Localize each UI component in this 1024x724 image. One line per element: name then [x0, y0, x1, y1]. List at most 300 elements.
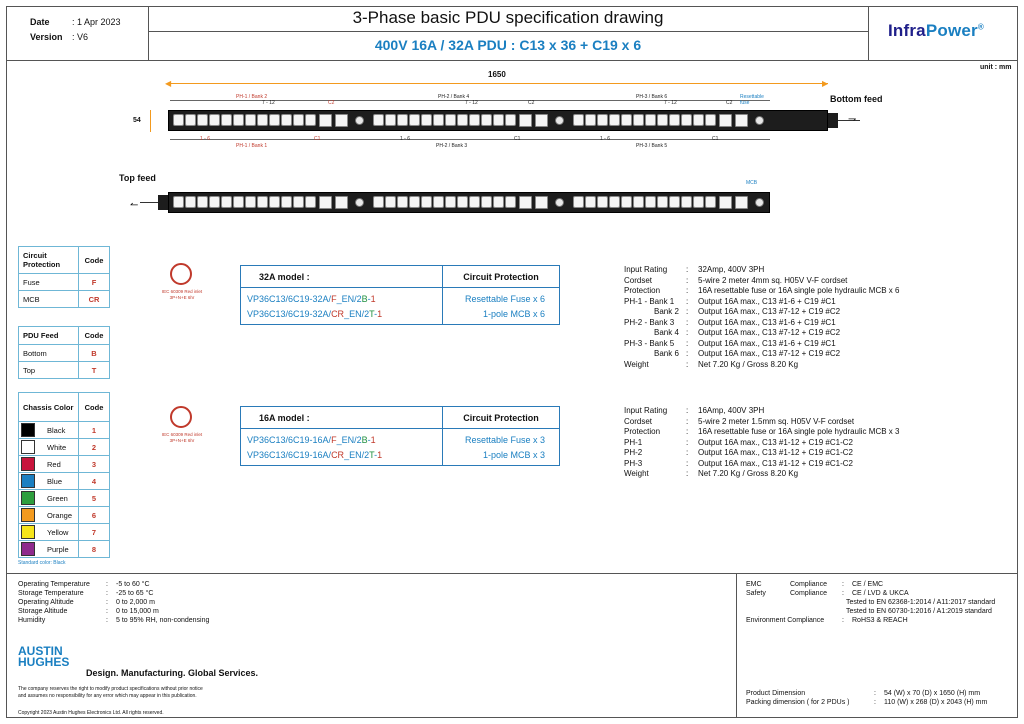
- spec-value: Output 16A max., C13 #1-6 + C19 #C1: [698, 338, 836, 348]
- bottom-feed-label: Bottom feed: [830, 94, 883, 104]
- c19-outlet: [519, 114, 532, 127]
- c1-label-2: C1: [514, 136, 521, 142]
- spec-value: Output 16A max., C13 #1-12 + C19 #C1-C2: [698, 448, 853, 457]
- color-swatch: [21, 440, 35, 454]
- feed-top: Top: [19, 362, 79, 378]
- model-16a-table: [240, 406, 560, 466]
- c13-outlet: [397, 196, 408, 208]
- pn-protection: CR: [331, 309, 345, 319]
- spec-value: Output 16A max., C13 #1-6 + C19 #C1: [698, 317, 836, 327]
- range-bottom-2: 1 - 6: [400, 136, 411, 142]
- c13-outlet: [221, 114, 232, 126]
- c13-outlet: [445, 196, 456, 208]
- spec-row: PH-2 : Output 16A max., C13 #1-12 + C19 #C1-C2: [624, 448, 853, 457]
- color-row: [19, 472, 109, 489]
- pn-mid: _EN/2: [344, 309, 370, 319]
- version-value: : V6: [72, 32, 89, 42]
- product-dim-value: 54 (W) x 70 (D) x 1650 (H) mm: [884, 690, 981, 697]
- color-row: [19, 540, 109, 557]
- c13-outlet: [621, 114, 632, 126]
- color-code: 8: [91, 544, 97, 554]
- c19-outlet: [535, 196, 548, 209]
- header-divider-right: [868, 6, 869, 60]
- env-key: Operating Altitude: [18, 599, 74, 606]
- protection-fuse-code: F: [91, 277, 97, 287]
- bank-bracket-bottom: [170, 139, 770, 140]
- model-protection: Resettable Fuse x 6: [464, 294, 545, 304]
- feed-bottom-code: B: [91, 348, 97, 358]
- c19-outlet: [719, 114, 732, 127]
- c13-outlet: [457, 114, 468, 126]
- pn-feed: T: [369, 450, 375, 460]
- mcb-label: MCB: [746, 180, 758, 186]
- env-key: Storage Temperature: [18, 590, 84, 597]
- spec-key: Cordset: [624, 275, 653, 285]
- color-row: [19, 421, 109, 438]
- packing-dim-value: 110 (W) x 268 (D) x 2043 (H) mm: [884, 699, 988, 706]
- pn-base: VP36C13/6C19-16A/: [247, 435, 332, 445]
- c13-outlet: [433, 196, 444, 208]
- color-swatch: [21, 491, 35, 505]
- disclaimer-line2: and assumes no responsibility for any error which may appear in this publication.: [18, 693, 197, 699]
- c13-outlet: [197, 196, 208, 208]
- c13-outlet: [373, 196, 384, 208]
- inlet-label-16a: [152, 432, 212, 444]
- dimension-block: Product Dimension : 54 (W) x 70 (D) x 1650 (H) mm Packing dimension ( for 2 PDUs ) : 110 (W) x 268 (D) x 2043 (H) mm: [746, 690, 988, 706]
- height-dimension-line: [150, 110, 151, 132]
- product-dim-label: Product Dimension: [746, 690, 806, 697]
- compliance-block: EMC Compliance : CE / EMC Safety Compliance : CE / LVD & UKCA Tested to EN 62368-1:2014 / A11:2017 standard Tested to EN 60730-1:2016 / A1:2019 standard Environment Compliance : RoHS3 & REACH: [746, 581, 996, 624]
- model-protection: 1-pole MCB x 3: [482, 450, 545, 460]
- c13-outlet: [421, 196, 432, 208]
- c19-outlet: [719, 196, 732, 209]
- c13-outlet: [705, 196, 716, 208]
- spec-row: PH-3 - Bank 5 : Output 16A max., C13 #1-6 + C19 #C1: [624, 338, 836, 348]
- spec-row: Protection : 16A resettable fuse or 16A single pole hydraulic MCB x 3: [624, 427, 900, 436]
- color-row: [19, 455, 109, 472]
- fuse-icon: [755, 198, 764, 207]
- pn-feed: T: [369, 309, 375, 319]
- protection-code-table: [18, 246, 110, 308]
- spec-16a: [624, 406, 899, 480]
- color-row: [19, 438, 109, 455]
- c13-outlet: [681, 114, 692, 126]
- tested-line2: Tested to EN 60730-1:2016 / A1:2019 standard: [846, 608, 992, 615]
- plug-icon: ⇁: [848, 114, 857, 125]
- c13-outlet: [221, 196, 232, 208]
- color-code: 5: [91, 493, 97, 503]
- c13-outlet: [573, 114, 584, 126]
- spec-value: 5-wire 2 meter 1.5mm sq. H05V V-F cordset: [698, 416, 855, 426]
- c13-outlet: [245, 114, 256, 126]
- c13-outlet: [669, 114, 680, 126]
- range-bottom-3: 1 - 6: [600, 136, 611, 142]
- protection-code-header: Code: [84, 255, 104, 265]
- spec-key: PH-2 - Bank 3: [624, 317, 675, 327]
- spec-key: PH-3: [624, 458, 643, 468]
- c13-outlet: [657, 196, 668, 208]
- bank-label-top-3: PH-3 / Bank 6: [636, 94, 668, 100]
- spec-row: Bank 2 : Output 16A max., C13 #7-12 + C19 #C2: [624, 307, 899, 318]
- c13-outlet: [633, 114, 644, 126]
- top-feed-label: Top feed: [119, 173, 156, 183]
- austin-hughes-logo: [18, 646, 69, 668]
- spec-row: Weight : Net 7.20 Kg / Gross 8.20 Kg: [624, 469, 799, 478]
- feed-top-code: T: [91, 365, 97, 375]
- color-code: 4: [91, 476, 97, 486]
- env-value: 5 to 95% RH, non-condensing: [116, 617, 210, 624]
- spec-value: Net 7.20 Kg / Gross 8.20 Kg: [698, 359, 799, 369]
- feed-code-header: Code: [84, 331, 104, 340]
- length-dimension-line: [168, 83, 828, 84]
- color-swatch: [21, 525, 35, 539]
- env-row: Humidity : 5 to 95% RH, non-condensing: [18, 617, 210, 624]
- color-name: Yellow: [47, 527, 69, 537]
- env-row: Operating Altitude : 0 to 2,000 m: [18, 599, 155, 606]
- spec-key: PH-3 - Bank 5: [624, 338, 675, 348]
- fuse-icon: [555, 116, 564, 125]
- c13-outlet: [293, 196, 304, 208]
- model-protection: Resettable Fuse x 3: [464, 435, 545, 445]
- c13-outlet: [505, 196, 516, 208]
- spec-key: PH-1: [624, 437, 643, 447]
- pn-dash: -: [367, 435, 371, 445]
- color-code: 2: [91, 442, 97, 452]
- c13-outlet: [669, 196, 680, 208]
- c2-label-2: C2: [528, 100, 535, 106]
- color-row: [19, 506, 109, 523]
- spec-row: PH-2 - Bank 3 : Output 16A max., C13 #1-6 + C19 #C1: [624, 317, 836, 327]
- title-divider: [148, 31, 868, 32]
- inlet-line1: IEC 60309 Red inlet: [161, 289, 203, 294]
- version-label: Version: [30, 32, 63, 42]
- brand-line2: HUGHES: [18, 655, 70, 669]
- height-value: 54: [133, 117, 141, 124]
- c13-outlet: [257, 114, 268, 126]
- spec-row: Input Rating : 32Amp, 400V 3PH: [624, 265, 765, 274]
- model-part-number: [247, 307, 442, 322]
- c13-outlet: [445, 114, 456, 126]
- pn-mid: _EN/2: [336, 294, 362, 304]
- spec-key: PH-2: [624, 448, 643, 457]
- c13-outlet: [621, 196, 632, 208]
- pn-protection: F: [331, 294, 337, 304]
- spec-value: Output 16A max., C13 #7-12 + C19 #C2: [698, 349, 841, 358]
- c13-outlet: [481, 196, 492, 208]
- disclaimer: [18, 686, 203, 700]
- iec-inlet-icon-32a: [170, 263, 192, 285]
- logo-left: Infra: [888, 21, 926, 40]
- cable-gland: [828, 113, 838, 128]
- spec-value: 32Amp, 400V 3PH: [698, 265, 765, 274]
- logo-right: Power: [925, 21, 978, 40]
- feed-bottom: Bottom: [19, 345, 79, 361]
- c13-outlet: [173, 196, 184, 208]
- spec-key: Cordset: [624, 416, 653, 426]
- safety-m: Compliance: [790, 590, 827, 597]
- fuse-icon: [355, 198, 364, 207]
- c13-outlet: [421, 114, 432, 126]
- pn-base: VP36C13/6C19-32A/: [247, 309, 332, 319]
- spec-row: Bank 4 : Output 16A max., C13 #7-12 + C19 #C2: [624, 328, 899, 339]
- model-protection-header: Circuit Protection: [463, 271, 539, 282]
- env-value: 0 to 15,000 m: [116, 608, 159, 615]
- model-32a-table: [240, 265, 560, 325]
- bank-label-bottom-2: PH-2 / Bank 3: [436, 143, 468, 149]
- protection-mcb: MCB: [19, 291, 79, 307]
- footer-vertical-divider: [736, 573, 737, 718]
- protection-mcb-code: CR: [88, 294, 100, 304]
- unit-label: unit : mm: [980, 64, 1012, 71]
- pn-color: 1: [370, 435, 376, 445]
- c13-outlet: [245, 196, 256, 208]
- pn-dash: -: [374, 450, 378, 460]
- spec-32a: [624, 265, 899, 370]
- power-cord-top: [140, 202, 160, 203]
- c13-outlet: [597, 114, 608, 126]
- c13-outlet: [173, 114, 184, 126]
- spec-key: Bank 6: [654, 349, 679, 358]
- fuse-icon: [555, 198, 564, 207]
- env-value: -5 to 60 °C: [116, 581, 150, 588]
- color-name: Purple: [47, 544, 69, 554]
- color-header: Chassis Color: [19, 393, 79, 421]
- c13-outlet: [433, 114, 444, 126]
- c19-outlet: [335, 114, 348, 127]
- c13-outlet: [705, 114, 716, 126]
- c13-outlet: [233, 114, 244, 126]
- c13-outlet: [633, 196, 644, 208]
- spec-value: Output 16A max., C13 #7-12 + C19 #C2: [698, 328, 841, 337]
- spec-key: Input Rating: [624, 406, 668, 415]
- spec-row: Cordset : 5-wire 2 meter 1.5mm sq. H05V V-F cordset: [624, 416, 855, 426]
- c13-outlet: [681, 196, 692, 208]
- c13-outlet: [209, 196, 220, 208]
- color-name: Red: [47, 459, 61, 469]
- spec-value: 5-wire 2 meter 4mm sq. H05V V-F cordset: [698, 275, 848, 285]
- pn-protection: CR: [331, 450, 345, 460]
- color-code: 3: [91, 459, 97, 469]
- c13-outlet: [609, 196, 620, 208]
- c13-outlet: [185, 196, 196, 208]
- c13-outlet: [657, 114, 668, 126]
- c13-outlet: [257, 196, 268, 208]
- inlet-label-32a: [152, 289, 212, 301]
- color-swatch: [21, 457, 35, 471]
- bank-label-bottom-3: PH-3 / Bank 5: [636, 143, 668, 149]
- pn-color: 1: [370, 294, 376, 304]
- c13-outlet: [469, 114, 480, 126]
- length-value: 1650: [488, 70, 506, 79]
- spec-value: 16A resettable fuse or 16A single pole hydraulic MCB x 3: [698, 427, 900, 436]
- pn-dash: -: [367, 294, 371, 304]
- pn-feed: B: [361, 435, 368, 445]
- c2-label-1: C2: [328, 100, 335, 106]
- disclaimer-line1: The company reserves the right to modify product specifications without prior notice: [18, 686, 203, 692]
- color-name: Blue: [47, 476, 63, 486]
- spec-row: Bank 6 : Output 16A max., C13 #7-12 + C19 #C2: [624, 349, 899, 360]
- color-row: [19, 489, 109, 506]
- emc-label: EMC: [746, 581, 762, 588]
- c13-outlet: [693, 196, 704, 208]
- c13-outlet: [585, 114, 596, 126]
- logo-mark: ®: [977, 22, 984, 32]
- model-name: 16A model :: [241, 407, 443, 428]
- packing-dim-label: Packing dimension ( for 2 PDUs ): [746, 699, 850, 706]
- emc-value: CE / EMC: [852, 581, 884, 588]
- c13-outlet: [505, 114, 516, 126]
- range-top-3: 7 - 12: [664, 100, 677, 106]
- env-key: Operating Temperature: [18, 581, 90, 588]
- c13-outlet: [409, 114, 420, 126]
- c13-outlet: [609, 114, 620, 126]
- brand-line1: AUSTIN: [18, 644, 63, 658]
- pn-color: 1: [377, 450, 383, 460]
- c19-outlet: [519, 196, 532, 209]
- model-part-number: [247, 448, 442, 463]
- pn-base: VP36C13/6C19-32A/: [247, 294, 332, 304]
- color-name: White: [47, 442, 67, 452]
- spec-value: Net 7.20 Kg / Gross 8.20 Kg: [698, 469, 799, 478]
- c13-outlet: [597, 196, 608, 208]
- page-title: 3-Phase basic PDU specification drawing: [352, 8, 664, 27]
- c2-label-3: C2: [726, 100, 733, 106]
- c13-outlet: [373, 114, 384, 126]
- spec-value: Output 16A max., C13 #1-12 + C19 #C1-C2: [698, 458, 853, 468]
- c13-outlet: [197, 114, 208, 126]
- color-name: Orange: [47, 510, 73, 520]
- env-row: Storage Altitude : 0 to 15,000 m: [18, 608, 159, 615]
- c19-outlet: [735, 114, 748, 127]
- date-label: Date: [30, 17, 50, 27]
- model-protection: 1-pole MCB x 6: [482, 309, 545, 319]
- spec-key: Weight: [624, 359, 649, 369]
- tagline: Design. Manufacturing. Global Services.: [86, 668, 259, 678]
- c13-outlet: [493, 114, 504, 126]
- c13-outlet: [585, 196, 596, 208]
- page-subtitle: 400V 16A / 32A PDU : C13 x 36 + C19 x 6: [374, 37, 642, 53]
- arrow-right-icon: ▶: [822, 79, 829, 88]
- feed-code-table: [18, 326, 110, 379]
- color-row: [19, 523, 109, 540]
- resettable-fuse-label: Resettable fuse: [740, 94, 764, 106]
- c1-label-3: C1: [712, 136, 719, 142]
- c13-outlet: [305, 114, 316, 126]
- spec-key: Protection: [624, 286, 661, 295]
- c13-outlet: [269, 196, 280, 208]
- pdu-top-feed: [168, 192, 770, 213]
- date-value: : 1 Apr 2023: [72, 17, 121, 27]
- color-code: 7: [91, 527, 97, 537]
- range-bottom-1: 1 - 6: [200, 136, 211, 142]
- c19-outlet: [319, 114, 332, 127]
- env-row: Operating Temperature : -5 to 60 °C: [18, 581, 150, 588]
- pn-feed: B: [361, 294, 368, 304]
- arrow-left-icon: ◀: [165, 79, 172, 88]
- env-value: 0 to 2,000 m: [116, 599, 155, 606]
- inlet-line2: 3P+N+E 6hr: [169, 438, 195, 443]
- range-top-1: 7 - 12: [262, 100, 275, 106]
- c13-outlet: [281, 114, 292, 126]
- plug-icon-top: ↼: [130, 200, 139, 211]
- spec-value: 16A resettable fuse or 16A single pole hydraulic MCB x 6: [698, 286, 900, 295]
- c13-outlet: [645, 114, 656, 126]
- c19-outlet: [735, 196, 748, 209]
- fuse-icon: [755, 116, 764, 125]
- copyright: Copyright 2023 Austin Hughes Electronics Ltd. All rights reserved.: [18, 710, 164, 716]
- fuse-icon: [355, 116, 364, 125]
- c13-outlet: [397, 114, 408, 126]
- pn-base: VP36C13/6C19-16A/: [247, 450, 332, 460]
- spec-row: PH-3 : Output 16A max., C13 #1-12 + C19 #C1-C2: [624, 458, 853, 468]
- emc-m: Compliance: [790, 581, 827, 588]
- env-compliance-value: RoHS3 & REACH: [852, 617, 908, 624]
- color-name: Green: [47, 493, 68, 503]
- spec-key: Bank 2: [654, 307, 679, 316]
- c19-outlet: [335, 196, 348, 209]
- spec-row: PH-1 - Bank 1 : Output 16A max., C13 #1-6 + C19 #C1: [624, 296, 836, 306]
- iec-inlet-icon-16a: [170, 406, 192, 428]
- standard-color-note: Standard color: Black: [18, 560, 66, 566]
- pn-protection: F: [331, 435, 337, 445]
- tested-line1: Tested to EN 62368-1:2014 / A11:2017 standard: [846, 599, 996, 606]
- c13-outlet: [233, 196, 244, 208]
- c13-outlet: [409, 196, 420, 208]
- c13-outlet: [305, 196, 316, 208]
- safety-value: CE / LVD & UKCA: [852, 590, 909, 597]
- pn-mid: _EN/2: [344, 450, 370, 460]
- range-top-2: 7 - 12: [465, 100, 478, 106]
- color-code-table: [18, 392, 110, 558]
- feed-header: PDU Feed: [19, 327, 79, 344]
- env-key: Humidity: [18, 617, 46, 624]
- pn-mid: _EN/2: [336, 435, 362, 445]
- c13-outlet: [457, 196, 468, 208]
- color-swatch: [21, 542, 35, 556]
- c13-outlet: [469, 196, 480, 208]
- model-part-number: [247, 292, 442, 307]
- color-name: Black: [47, 425, 66, 435]
- color-swatch: [21, 508, 35, 522]
- inlet-line1: IEC 60309 Red inlet: [161, 432, 203, 437]
- spec-row: Protection : 16A resettable fuse or 16A single pole hydraulic MCB x 6: [624, 286, 900, 295]
- c13-outlet: [693, 114, 704, 126]
- c1-label-1: C1: [314, 136, 321, 142]
- c13-outlet: [573, 196, 584, 208]
- bank-label-top-1: PH-1 / Bank 2: [236, 94, 268, 100]
- protection-header: Circuit Protection: [19, 247, 79, 273]
- spec-value: Output 16A max., C13 #1-12 + C19 #C1-C2: [698, 437, 853, 447]
- env-row: Storage Temperature : -25 to 65 °C: [18, 590, 154, 597]
- c13-outlet: [269, 114, 280, 126]
- spec-row: PH-1 : Output 16A max., C13 #1-12 + C19 #C1-C2: [624, 437, 853, 447]
- header-divider: [6, 60, 1018, 61]
- c13-outlet: [281, 196, 292, 208]
- model-name: 32A model :: [241, 266, 443, 287]
- env-key: Storage Altitude: [18, 608, 68, 615]
- c19-outlet: [319, 196, 332, 209]
- color-swatch: [21, 474, 35, 488]
- c13-outlet: [185, 114, 196, 126]
- spec-value: Output 16A max., C13 #7-12 + C19 #C2: [698, 307, 841, 316]
- spec-key: Input Rating: [624, 265, 668, 274]
- cable-gland-top: [158, 195, 168, 210]
- color-code: 1: [91, 425, 97, 435]
- c13-outlet: [493, 196, 504, 208]
- bank-label-top-2: PH-2 / Bank 4: [438, 94, 470, 100]
- spec-key: Weight: [624, 469, 649, 478]
- spec-row: Input Rating : 16Amp, 400V 3PH: [624, 406, 765, 415]
